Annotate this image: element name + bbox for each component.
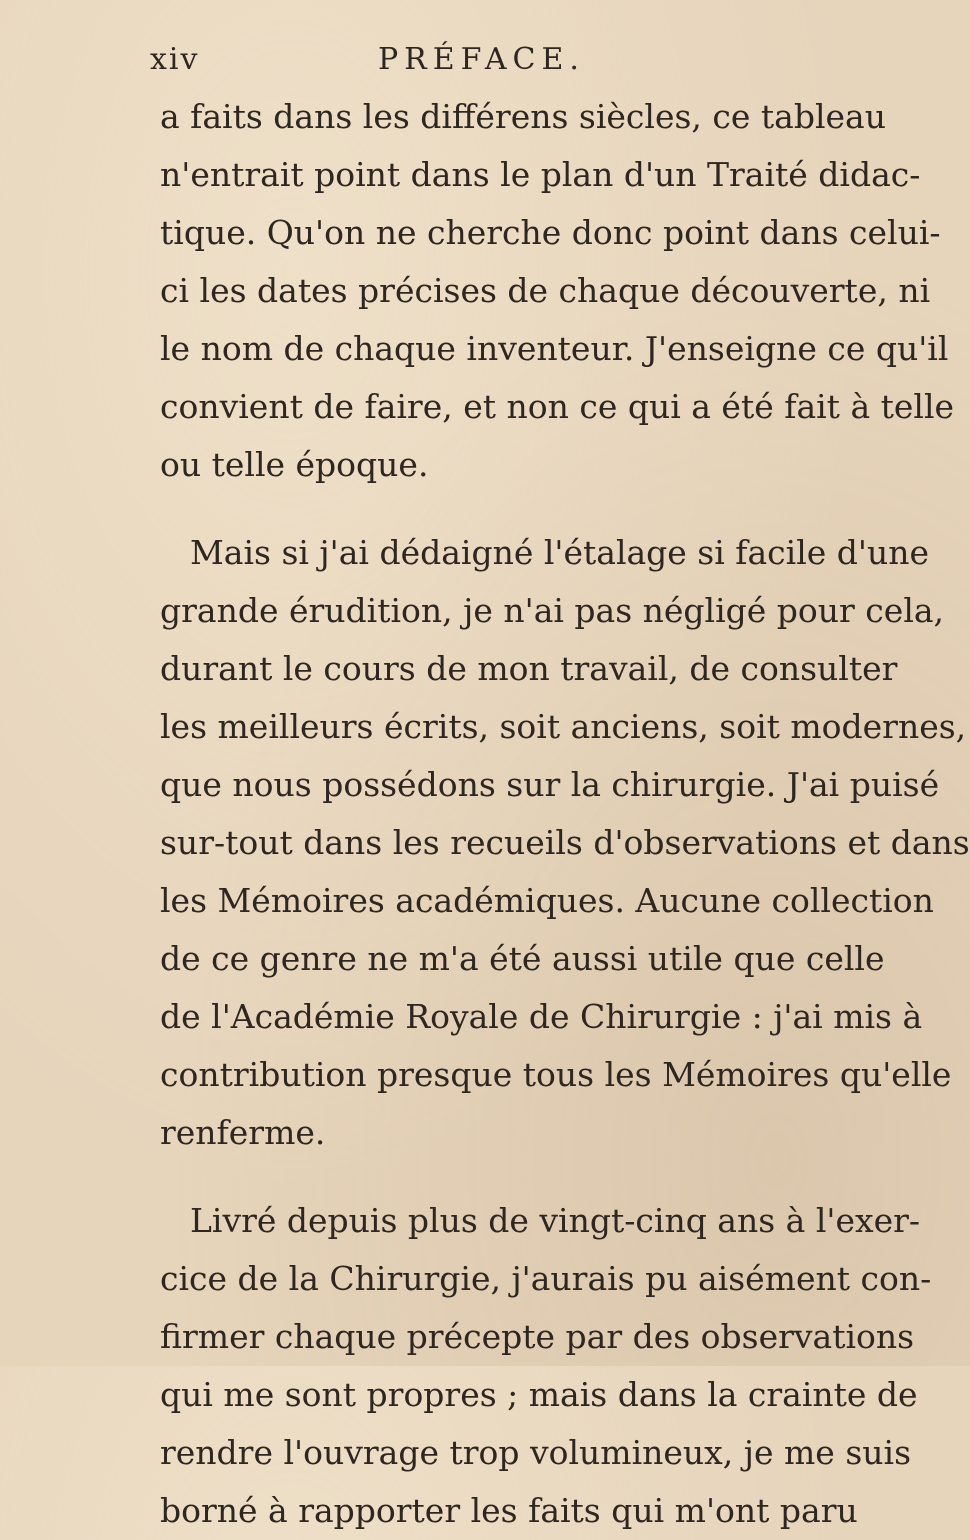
text-line: de l'Académie Royale de Chirurgie : j'ai mis à — [160, 997, 923, 1036]
text-line: grande érudition, je n'ai pas négligé pour cela, — [160, 591, 945, 630]
text-line: sur-tout dans les recueils d'observations et dans — [160, 823, 970, 862]
text-line: renferme. — [160, 1113, 326, 1152]
page-number: xiv — [150, 42, 200, 77]
text-line: ou telle époque. — [160, 445, 429, 484]
text-line: qui me sont propres ; mais dans la crainte de — [160, 1375, 918, 1414]
text-line: firmer chaque précepte par des observations — [160, 1317, 915, 1356]
text-line: a faits dans les différens siècles, ce tableau — [160, 97, 886, 136]
text-line: borné à rapporter les faits qui m'ont paru — [160, 1491, 858, 1530]
text-line: contribution presque tous les Mémoires qu'elle — [160, 1055, 952, 1094]
body-text — [160, 88, 970, 1540]
text-line: convient de faire, et non ce qui a été fait à telle — [160, 387, 955, 426]
text-line: n'entrait point dans le plan d'un Traité didac- — [160, 155, 921, 194]
paragraph-2 — [160, 524, 970, 1162]
text-line: de ce genre ne m'a été aussi utile que celle — [160, 939, 885, 978]
paragraph-gap — [160, 494, 780, 524]
text-line: tique. Qu'on ne cherche donc point dans celui- — [160, 213, 941, 252]
running-title: PRÉFACE. — [378, 42, 585, 77]
paragraph-3 — [160, 1192, 932, 1540]
text-line: Mais si j'ai dédaigné l'étalage si facile d'une — [190, 533, 930, 572]
text-line: les meilleurs écrits, soit anciens, soit modernes, — [160, 707, 967, 746]
paragraph-gap — [160, 1162, 780, 1192]
text-line: Livré depuis plus de vingt-cinq ans à l'exer- — [190, 1201, 921, 1240]
text-line: ci les dates précises de chaque découverte, ni — [160, 271, 931, 310]
text-line: cice de la Chirurgie, j'aurais pu aisément con- — [160, 1259, 932, 1298]
text-line: les Mémoires académiques. Aucune collection — [160, 881, 934, 920]
paragraph-1 — [160, 88, 955, 494]
text-line: rendre l'ouvrage trop volumineux, je me suis — [160, 1433, 912, 1472]
running-head — [150, 42, 670, 82]
text-line: que nous possédons sur la chirurgie. J'ai puisé — [160, 765, 940, 804]
text-line: durant le cours de mon travail, de consulter — [160, 649, 898, 688]
text-line: le nom de chaque inventeur. J'enseigne ce qu'il — [160, 329, 949, 368]
